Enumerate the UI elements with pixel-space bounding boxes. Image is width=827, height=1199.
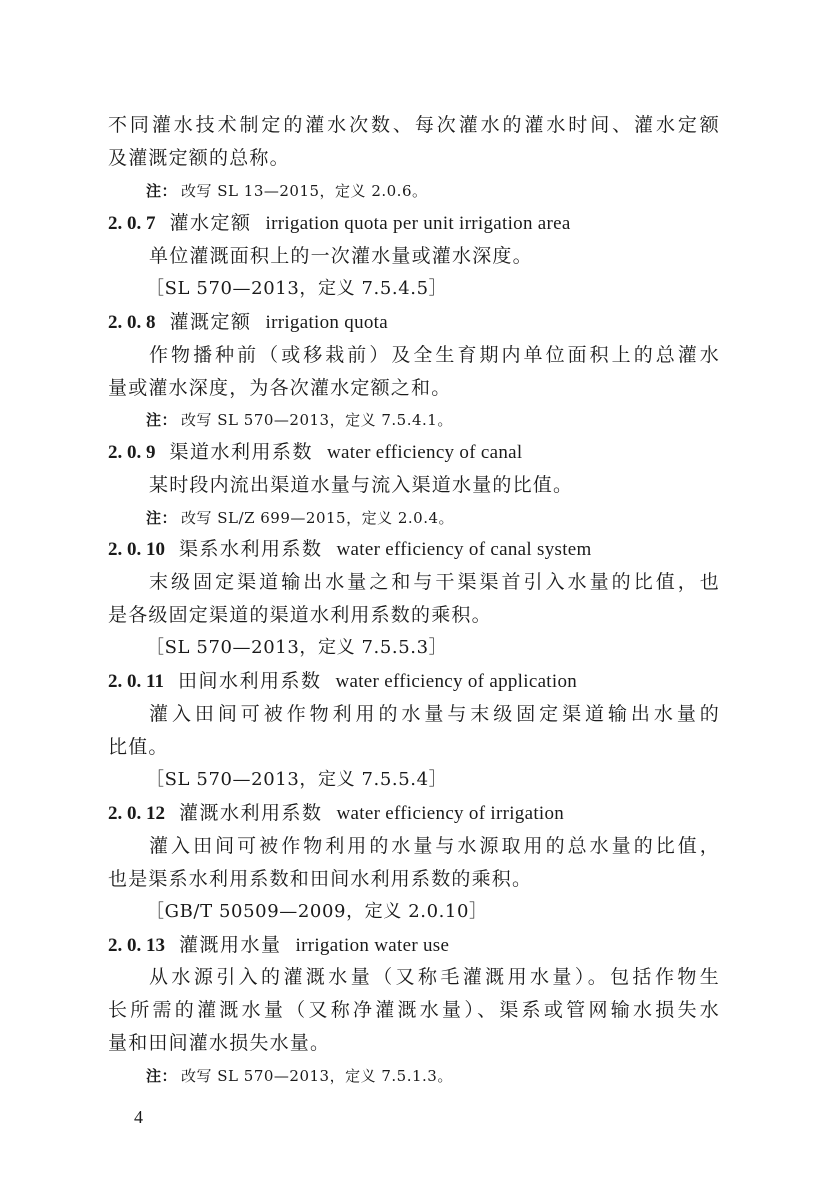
definition-line: 单位灌溉面积上的一次灌水量或灌水深度。 <box>149 245 533 267</box>
term-chinese: 灌水定额 <box>169 212 252 234</box>
note-text: 改写 SL 570—2013，定义 7.5.4.1。 <box>181 411 453 429</box>
definition-line: 灌入田间可被作物利用的水量与水源取用的总水量的比值， <box>149 835 720 857</box>
term-number: 2. 0. 7 <box>108 213 156 234</box>
note <box>146 504 758 532</box>
term-number: 2. 0. 13 <box>108 935 165 956</box>
definition-line: 比值。 <box>108 736 169 758</box>
term-heading <box>108 209 720 238</box>
term-chinese: 渠系水利用系数 <box>179 538 323 560</box>
note <box>146 177 758 205</box>
paragraph-line: 及灌溉定额的总称。 <box>108 147 290 169</box>
term-heading <box>108 438 720 467</box>
reference: ［SL 570—2013，定义 7.5.4.5］ <box>146 278 448 299</box>
term-chinese: 灌溉定额 <box>169 311 252 333</box>
term-number: 2. 0. 10 <box>108 539 165 560</box>
note <box>146 1062 758 1090</box>
term-number: 2. 0. 8 <box>108 312 156 333</box>
note-label: 注： <box>146 182 178 200</box>
term-english: water efficiency of application <box>335 671 578 692</box>
term-heading <box>108 667 720 696</box>
term-number: 2. 0. 12 <box>108 803 165 824</box>
definition-line: 作物播种前（或移栽前）及全生育期内单位面积上的总灌水 <box>149 344 720 366</box>
note-text: 改写 SL 570—2013，定义 7.5.1.3。 <box>181 1067 453 1085</box>
definition-line: 从水源引入的灌溉水量（又称毛灌溉用水量）。包括作物生 <box>149 966 720 988</box>
note-text: 改写 SL 13—2015，定义 2.0.6。 <box>181 182 428 200</box>
note-label: 注： <box>146 411 178 429</box>
reference: ［SL 570—2013，定义 7.5.5.3］ <box>146 637 448 658</box>
definition-line: 量或灌水深度，为各次灌水定额之和。 <box>108 377 452 399</box>
term-heading <box>108 535 720 564</box>
term-chinese: 灌溉用水量 <box>179 934 282 956</box>
term-chinese: 灌溉水利用系数 <box>179 802 323 824</box>
note-label: 注： <box>146 509 178 527</box>
term-heading <box>108 931 720 960</box>
note-text: 改写 SL/Z 699—2015，定义 2.0.4。 <box>181 509 455 527</box>
definition-line: 也是渠系水利用系数和田间水利用系数的乘积。 <box>108 868 533 890</box>
note <box>146 406 758 434</box>
term-english: irrigation quota <box>265 312 388 333</box>
definition-line: 某时段内流出渠道水量与流入渠道水量的比值。 <box>149 474 574 496</box>
definition-line: 长所需的灌溉水量（又称净灌溉水量）、渠系或管网输水损失水 <box>108 999 720 1021</box>
term-heading <box>108 308 720 337</box>
term-english: water efficiency of canal system <box>336 539 592 560</box>
note-label: 注： <box>146 1067 178 1085</box>
term-number: 2. 0. 9 <box>108 442 156 463</box>
reference: ［SL 570—2013，定义 7.5.5.4］ <box>146 769 448 790</box>
definition-line: 是各级固定渠道的渠道水利用系数的乘积。 <box>108 604 492 626</box>
term-heading <box>108 799 720 828</box>
definition-line: 灌入田间可被作物利用的水量与末级固定渠道输出水量的 <box>149 703 720 725</box>
term-english: water efficiency of canal <box>327 442 523 463</box>
term-chinese: 田间水利用系数 <box>177 670 322 692</box>
term-english: irrigation water use <box>295 935 450 956</box>
term-english: irrigation quota per unit irrigation area <box>265 213 571 234</box>
definition-line: 末级固定渠道输出水量之和与干渠渠首引入水量的比值，也 <box>149 571 720 593</box>
term-number: 2. 0. 11 <box>108 671 164 692</box>
term-chinese: 渠道水利用系数 <box>169 441 314 463</box>
reference: ［GB/T 50509—2009，定义 2.0.10］ <box>146 901 488 922</box>
definition-line: 量和田间灌水损失水量。 <box>108 1032 331 1054</box>
paragraph-line: 不同灌水技术制定的灌水次数、每次灌水的灌水时间、灌水定额 <box>108 114 720 136</box>
term-english: water efficiency of irrigation <box>336 803 565 824</box>
page-number: 4 <box>134 1107 143 1127</box>
